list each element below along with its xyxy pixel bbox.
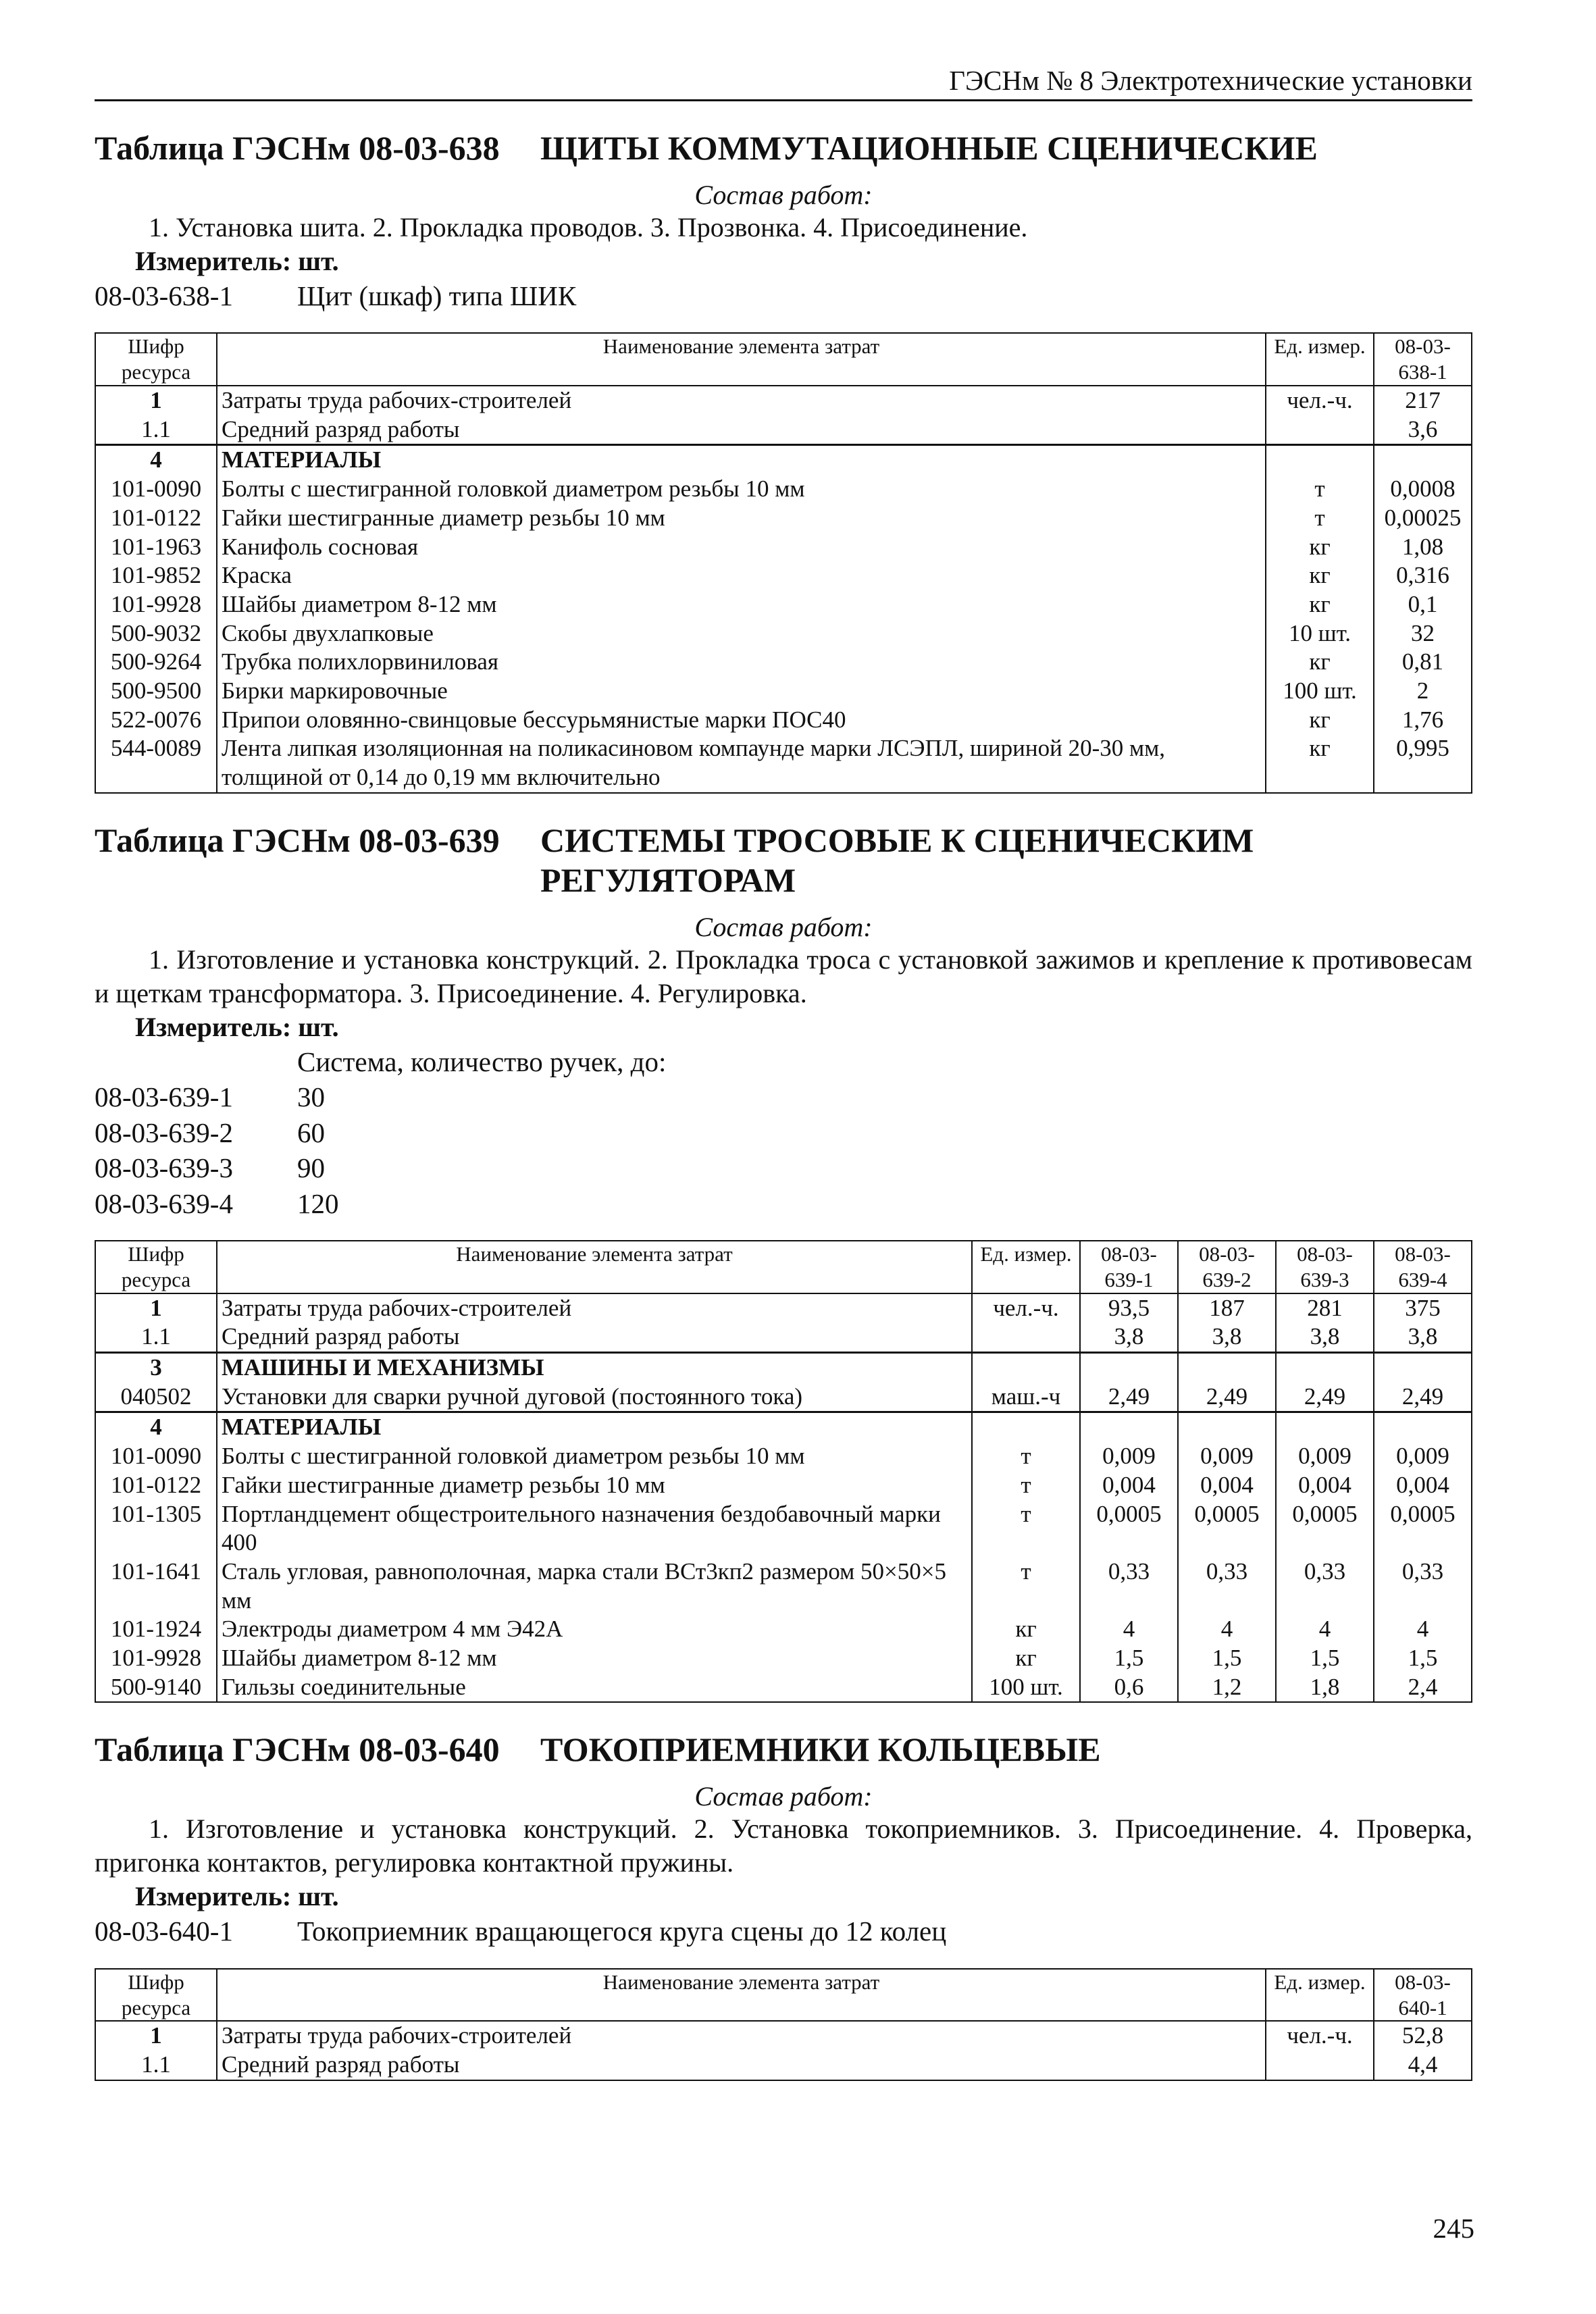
resource-value: 2 xyxy=(1374,677,1472,706)
resource-name: Шайбы диаметром 8-12 мм xyxy=(217,1644,972,1673)
resource-code: 040502 xyxy=(95,1383,217,1412)
resource-unit: т xyxy=(972,1471,1080,1500)
resource-unit: кг xyxy=(1266,590,1374,619)
resource-unit xyxy=(1266,415,1374,445)
resource-unit xyxy=(972,1322,1080,1352)
table-name-line: СИСТЕМЫ ТРОСОВЫЕ К СЦЕНИЧЕСКИМ xyxy=(540,821,1254,859)
resource-value: 0,0005 xyxy=(1374,1500,1472,1558)
resource-value: 0,995 xyxy=(1374,734,1472,792)
table-row xyxy=(95,504,1472,533)
resource-value: 0,004 xyxy=(1374,1471,1472,1500)
column-header: Ед. измер. xyxy=(972,1241,1080,1293)
resource-value: 0,0008 xyxy=(1374,475,1472,504)
table-row xyxy=(95,2021,1472,2051)
resource-unit: т xyxy=(972,1558,1080,1615)
variant-row xyxy=(95,1079,1472,1114)
resource-unit: кг xyxy=(1266,734,1374,792)
variant-row xyxy=(95,1115,1472,1150)
resource-name: Канифоль сосновая xyxy=(217,533,1266,562)
resource-value: 375 xyxy=(1374,1293,1472,1323)
variant-desc: 90 xyxy=(297,1152,325,1184)
resource-code: 101-9852 xyxy=(95,561,217,590)
table-row xyxy=(95,706,1472,735)
resource-value xyxy=(1178,1353,1276,1383)
resource-code: 522-0076 xyxy=(95,706,217,735)
column-header: 08-03-638-1 xyxy=(1374,333,1472,386)
section-title xyxy=(95,128,1472,168)
resource-value: 0,009 xyxy=(1374,1442,1472,1471)
variant-code: 08-03-640-1 xyxy=(95,1916,233,1947)
resource-name: Гайки шестигранные диаметр резьбы 10 мм xyxy=(217,1471,972,1500)
sostav-label: Состав работ: xyxy=(694,911,873,942)
table-header-row xyxy=(95,1969,1472,2022)
resource-name: Затраты труда рабочих-строителей xyxy=(217,1293,972,1323)
resource-value: 2,49 xyxy=(1178,1383,1276,1412)
resource-name: Припои оловянно-свинцовые бессурьмянистые марки ПОС40 xyxy=(217,706,1266,735)
resource-name: Шайбы диаметром 8-12 мм xyxy=(217,590,1266,619)
table-section xyxy=(95,821,1472,1703)
resource-code: 500-9140 xyxy=(95,1673,217,1703)
resource-value: 0,33 xyxy=(1276,1558,1374,1615)
resource-value: 2,49 xyxy=(1276,1383,1374,1412)
variant-desc: Щит (шкаф) типа ШИК xyxy=(297,280,577,311)
resource-code: 101-1924 xyxy=(95,1615,217,1644)
resource-value: 3,6 xyxy=(1374,415,1472,445)
table-header-row xyxy=(95,1241,1472,1293)
table-row xyxy=(95,1442,1472,1471)
resource-value: 0,009 xyxy=(1276,1442,1374,1471)
resource-value: 2,49 xyxy=(1080,1383,1178,1412)
table-number: Таблица ГЭСНм 08-03-640 xyxy=(95,1730,500,1769)
table-row xyxy=(95,533,1472,562)
table-row xyxy=(95,415,1472,445)
resource-value xyxy=(1276,1353,1374,1383)
resource-code: 101-1641 xyxy=(95,1558,217,1615)
table-row xyxy=(95,1558,1472,1615)
table-number: Таблица ГЭСНм 08-03-639 xyxy=(95,821,500,859)
variant-code: 08-03-639-4 xyxy=(95,1187,233,1219)
variant-desc: 60 xyxy=(297,1116,325,1148)
column-header: Наименование элемента затрат xyxy=(217,1969,1266,2022)
resource-code: 1 xyxy=(95,386,217,415)
resource-name: Гайки шестигранные диаметр резьбы 10 мм xyxy=(217,504,1266,533)
resource-table xyxy=(95,332,1472,793)
sostav-label: Состав работ: xyxy=(694,180,873,210)
resource-unit: кг xyxy=(972,1644,1080,1673)
table-row xyxy=(95,561,1472,590)
resource-unit: чел.-ч. xyxy=(1266,2021,1374,2051)
resource-value: 4 xyxy=(1276,1615,1374,1644)
resource-name: Сталь угловая, равнополочная, марка стали ВСт3кп2 размером 50×50×5 мм xyxy=(217,1558,972,1615)
resource-code: 101-1963 xyxy=(95,533,217,562)
column-header: 08-03-640-1 xyxy=(1374,1969,1472,2022)
column-header: Ед. измер. xyxy=(1266,333,1374,386)
table-row xyxy=(95,2051,1472,2080)
resource-value: 4 xyxy=(1374,1615,1472,1644)
sections-container xyxy=(95,128,1472,2081)
resource-value: 0,33 xyxy=(1178,1558,1276,1615)
resource-value: 1,8 xyxy=(1276,1673,1374,1703)
resource-code: 101-1305 xyxy=(95,1500,217,1558)
resource-value: 0,004 xyxy=(1080,1471,1178,1500)
resource-unit: кг xyxy=(1266,561,1374,590)
column-header: 08-03-639-1 xyxy=(1080,1241,1178,1293)
resource-name: Трубка полихлорвиниловая xyxy=(217,648,1266,677)
resource-name: Болты с шестигранной головкой диаметром резьбы 10 мм xyxy=(217,475,1266,504)
resource-name: Краска xyxy=(217,561,1266,590)
resource-value: 3,8 xyxy=(1374,1322,1472,1352)
resource-value xyxy=(1374,1412,1472,1442)
works-description: 1. Установка шита. 2. Прокладка проводов. 3. Прозвонка. 4. Присоединение. xyxy=(149,212,1028,242)
resource-value: 0,004 xyxy=(1276,1471,1374,1500)
resource-value: 4 xyxy=(1178,1615,1276,1644)
table-row xyxy=(95,1293,1472,1323)
resource-code: 101-9928 xyxy=(95,590,217,619)
resource-unit: кг xyxy=(1266,533,1374,562)
column-header: Шифр ресурса xyxy=(95,1241,217,1293)
table-row xyxy=(95,1500,1472,1558)
resource-value: 187 xyxy=(1178,1293,1276,1323)
resource-code: 101-0122 xyxy=(95,504,217,533)
resource-value: 0,00025 xyxy=(1374,504,1472,533)
resource-unit xyxy=(972,1353,1080,1383)
resource-name: Средний разряд работы xyxy=(217,1322,972,1352)
running-header: ГЭСНм № 8 Электротехнические установки xyxy=(95,64,1472,101)
resource-name: Электроды диаметром 4 мм Э42А xyxy=(217,1615,972,1644)
resource-unit: кг xyxy=(972,1615,1080,1644)
resource-code: 1.1 xyxy=(95,1322,217,1352)
resource-value: 0,6 xyxy=(1080,1673,1178,1703)
resource-value: 281 xyxy=(1276,1293,1374,1323)
resource-value: 1,5 xyxy=(1374,1644,1472,1673)
variant-row xyxy=(95,1913,1472,1949)
resource-unit: маш.-ч xyxy=(972,1383,1080,1412)
resource-value: 1,08 xyxy=(1374,533,1472,562)
resource-value: 1,5 xyxy=(1276,1644,1374,1673)
resource-unit xyxy=(1266,2051,1374,2080)
resource-name: Установки для сварки ручной дуговой (постоянного тока) xyxy=(217,1383,972,1412)
resource-unit: т xyxy=(1266,475,1374,504)
resource-code: 544-0089 xyxy=(95,734,217,792)
table-row xyxy=(95,619,1472,648)
table-section-row xyxy=(95,445,1472,475)
resource-value: 1,76 xyxy=(1374,706,1472,735)
variant-desc: Токоприемник вращающегося круга сцены до 12 колец xyxy=(297,1916,947,1947)
resource-value: 0,004 xyxy=(1178,1471,1276,1500)
resource-value xyxy=(1080,1353,1178,1383)
resource-value: 1,2 xyxy=(1178,1673,1276,1703)
resource-value: 4,4 xyxy=(1374,2051,1472,2080)
resource-name: МАТЕРИАЛЫ xyxy=(217,445,1266,475)
table-name-line: ТОКОПРИЕМНИКИ КОЛЬЦЕВЫЕ xyxy=(540,1730,1101,1769)
table-row xyxy=(95,1615,1472,1644)
table-section xyxy=(95,128,1472,794)
table-number: Таблица ГЭСНм 08-03-638 xyxy=(95,129,500,167)
column-header: 08-03-639-2 xyxy=(1178,1241,1276,1293)
variant-desc: 120 xyxy=(297,1187,339,1219)
resource-name: Скобы двухлапковые xyxy=(217,619,1266,648)
section-title xyxy=(95,1730,1472,1770)
variant-code: 08-03-639-3 xyxy=(95,1152,233,1184)
column-header: 08-03-639-4 xyxy=(1374,1241,1472,1293)
resource-value: 3,8 xyxy=(1080,1322,1178,1352)
resource-name: Лента липкая изоляционная на поликасиновом компаунде марки ЛСЭПЛ, шириной 20-30 мм, толщиной от 0,14 до 0,19 мм включительно xyxy=(217,734,1266,792)
table-name xyxy=(540,1730,1472,1770)
resource-unit: кг xyxy=(1266,648,1374,677)
resource-unit: т xyxy=(972,1442,1080,1471)
resource-name: МАТЕРИАЛЫ xyxy=(217,1412,972,1442)
resource-code: 500-9032 xyxy=(95,619,217,648)
resource-table xyxy=(95,1968,1472,2081)
resource-value: 0,0005 xyxy=(1276,1500,1374,1558)
column-header: Шифр ресурса xyxy=(95,1969,217,2022)
resource-value xyxy=(1374,445,1472,475)
resource-code: 500-9264 xyxy=(95,648,217,677)
page-number: 245 xyxy=(1433,2213,1474,2244)
resource-unit: чел.-ч. xyxy=(1266,386,1374,415)
table-row xyxy=(95,1673,1472,1703)
resource-code: 101-0122 xyxy=(95,1471,217,1500)
resource-unit: 100 шт. xyxy=(1266,677,1374,706)
resource-unit: кг xyxy=(1266,706,1374,735)
table-row xyxy=(95,734,1472,792)
resource-unit: 100 шт. xyxy=(972,1673,1080,1703)
variant-row xyxy=(95,1186,1472,1221)
resource-name: Затраты труда рабочих-строителей xyxy=(217,2021,1266,2051)
variant-desc: 30 xyxy=(297,1081,325,1113)
table-row xyxy=(95,1322,1472,1352)
section-title xyxy=(95,821,1472,900)
resource-value xyxy=(1276,1412,1374,1442)
works-description: 1. Изготовление и установка конструкций. 2. Прокладка троса с установкой зажимов и крепление к противовесам и щеткам трансформатора. 3. Присоединение. 4. Регулировка. xyxy=(95,944,1472,1008)
table-name xyxy=(540,821,1472,900)
resource-value: 32 xyxy=(1374,619,1472,648)
resource-code: 3 xyxy=(95,1353,217,1383)
resource-unit: т xyxy=(972,1500,1080,1558)
resource-value: 2,4 xyxy=(1374,1673,1472,1703)
resource-value xyxy=(1374,1353,1472,1383)
resource-value: 0,316 xyxy=(1374,561,1472,590)
resource-value xyxy=(1080,1412,1178,1442)
resource-value: 1,5 xyxy=(1080,1644,1178,1673)
variant-row xyxy=(95,278,1472,313)
table-row xyxy=(95,677,1472,706)
measure-unit: Измеритель: шт. xyxy=(135,1011,339,1042)
table-row xyxy=(95,386,1472,415)
table-section-row xyxy=(95,1353,1472,1383)
resource-unit: 10 шт. xyxy=(1266,619,1374,648)
resource-value: 0,0005 xyxy=(1080,1500,1178,1558)
resource-value: 0,33 xyxy=(1080,1558,1178,1615)
resource-value: 0,009 xyxy=(1178,1442,1276,1471)
variant-code: 08-03-639-1 xyxy=(95,1081,233,1113)
resource-unit xyxy=(1266,445,1374,475)
resource-name: Бирки маркировочные xyxy=(217,677,1266,706)
table-row xyxy=(95,1383,1472,1412)
resource-code: 101-0090 xyxy=(95,1442,217,1471)
variant-code: 08-03-638-1 xyxy=(95,280,233,311)
table-name-line: ЩИТЫ КОММУТАЦИОННЫЕ СЦЕНИЧЕСКИЕ xyxy=(540,129,1318,167)
resource-table xyxy=(95,1240,1472,1703)
resource-value xyxy=(1178,1412,1276,1442)
table-header-row xyxy=(95,333,1472,386)
resource-value: 0,33 xyxy=(1374,1558,1472,1615)
table-row xyxy=(95,475,1472,504)
resource-code: 1.1 xyxy=(95,415,217,445)
resource-name: МАШИНЫ И МЕХАНИЗМЫ xyxy=(217,1353,972,1383)
resource-name: Гильзы соединительные xyxy=(217,1673,972,1703)
resource-code: 1 xyxy=(95,1293,217,1323)
resource-code: 1.1 xyxy=(95,2051,217,2080)
resource-code: 1 xyxy=(95,2021,217,2051)
resource-value: 93,5 xyxy=(1080,1293,1178,1323)
resource-code: 500-9500 xyxy=(95,677,217,706)
resource-value: 0,1 xyxy=(1374,590,1472,619)
column-header: 08-03-639-3 xyxy=(1276,1241,1374,1293)
column-header: Ед. измер. xyxy=(1266,1969,1374,2022)
variant-code: 08-03-639-2 xyxy=(95,1116,233,1148)
resource-name: Болты с шестигранной головкой диаметром резьбы 10 мм xyxy=(217,1442,972,1471)
resource-value: 0,009 xyxy=(1080,1442,1178,1471)
column-header: Шифр ресурса xyxy=(95,333,217,386)
measure-unit: Измеритель: шт. xyxy=(135,246,339,276)
resource-code: 101-9928 xyxy=(95,1644,217,1673)
resource-unit: чел.-ч. xyxy=(972,1293,1080,1323)
table-row xyxy=(95,590,1472,619)
resource-value: 3,8 xyxy=(1276,1322,1374,1352)
resource-unit xyxy=(972,1412,1080,1442)
resource-code: 4 xyxy=(95,445,217,475)
resource-unit: т xyxy=(1266,504,1374,533)
resource-value: 3,8 xyxy=(1178,1322,1276,1352)
variant-subheading: Система, количество ручек, до: xyxy=(297,1046,667,1077)
table-name xyxy=(540,128,1472,168)
column-header: Наименование элемента затрат xyxy=(217,333,1266,386)
document-page xyxy=(95,64,1472,2081)
sostav-label: Состав работ: xyxy=(694,1781,873,1812)
resource-value: 217 xyxy=(1374,386,1472,415)
resource-code: 4 xyxy=(95,1412,217,1442)
resource-value: 2,49 xyxy=(1374,1383,1472,1412)
resource-value: 0,81 xyxy=(1374,648,1472,677)
table-row xyxy=(95,648,1472,677)
resource-name: Портландцемент общестроительного назначения бездобавочный марки 400 xyxy=(217,1500,972,1558)
resource-value: 52,8 xyxy=(1374,2021,1472,2051)
resource-code: 101-0090 xyxy=(95,475,217,504)
table-row xyxy=(95,1644,1472,1673)
resource-value: 1,5 xyxy=(1178,1644,1276,1673)
table-section xyxy=(95,1730,1472,2080)
resource-value: 0,0005 xyxy=(1178,1500,1276,1558)
table-section-row xyxy=(95,1412,1472,1442)
resource-value: 4 xyxy=(1080,1615,1178,1644)
table-row xyxy=(95,1471,1472,1500)
measure-unit: Измеритель: шт. xyxy=(135,1881,339,1912)
resource-name: Затраты труда рабочих-строителей xyxy=(217,386,1266,415)
resource-name: Средний разряд работы xyxy=(217,415,1266,445)
resource-name: Средний разряд работы xyxy=(217,2051,1266,2080)
works-description: 1. Изготовление и установка конструкций. 2. Установка токоприемников. 3. Присоединение. 4. Проверка, пригонка контактов, регулировка контактной пружины. xyxy=(95,1814,1472,1878)
column-header: Наименование элемента затрат xyxy=(217,1241,972,1293)
variant-row xyxy=(95,1150,1472,1185)
table-name-line: РЕГУЛЯТОРАМ xyxy=(540,860,796,899)
